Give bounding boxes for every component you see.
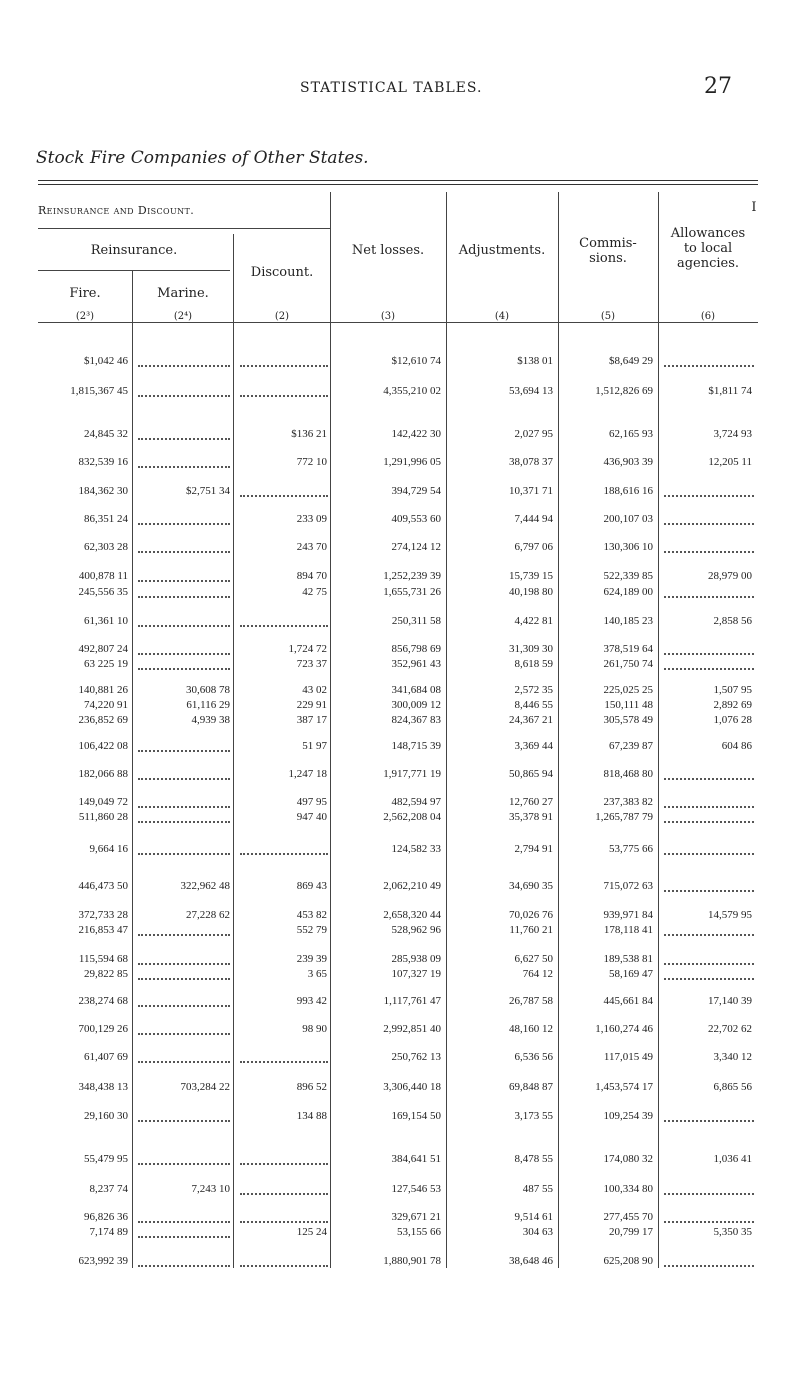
cell-allowances: 1,036 41	[713, 1153, 752, 1165]
leader-dots	[138, 523, 230, 525]
cell-fire: 74,220 91	[84, 699, 128, 711]
cell-discount: 3 65	[307, 968, 327, 980]
cell-commissions: 117,015 49	[603, 1051, 653, 1063]
cell-fire: 372,733 28	[78, 909, 128, 921]
cell-marine: 4,939 38	[191, 714, 230, 726]
column-rule	[446, 192, 447, 1268]
cell-fire: 24,845 32	[84, 428, 128, 440]
cell-net-losses: 1,917,771 19	[383, 768, 441, 780]
cell-discount: 125 24	[296, 1226, 327, 1238]
header-net-losses: Net losses.	[351, 243, 425, 258]
cell-commissions: 188,616 16	[603, 485, 653, 497]
cell-net-losses: 274,124 12	[391, 541, 441, 553]
cell-discount: 1,247 18	[288, 768, 327, 780]
header-reinsurance-and-discount: Reinsurance and Discount.	[38, 204, 195, 217]
cell-adjustments: 50,865 94	[509, 768, 553, 780]
cell-fire: 61,361 10	[84, 615, 128, 627]
cell-commissions: 174,080 32	[603, 1153, 653, 1165]
page-number: 27	[704, 74, 732, 99]
cell-net-losses: 1,252,239 39	[383, 570, 441, 582]
cell-fire: 238,274 68	[78, 995, 128, 1007]
leader-dots	[664, 778, 754, 780]
leader-dots	[240, 1163, 328, 1165]
cell-fire: 86,351 24	[84, 513, 128, 525]
cell-commissions: 130,306 10	[603, 541, 653, 553]
cell-commissions: 1,453,574 17	[595, 1081, 653, 1093]
cell-discount: 1,724 72	[288, 643, 327, 655]
leader-dots	[138, 778, 230, 780]
leader-dots	[138, 596, 230, 598]
leader-dots	[138, 1236, 230, 1238]
leader-dots	[664, 365, 754, 367]
cell-commissions: 237,383 82	[603, 796, 653, 808]
cell-commissions: 62,165 93	[609, 428, 653, 440]
cell-net-losses: 856,798 69	[391, 643, 441, 655]
cell-fire: 216,853 47	[78, 924, 128, 936]
cell-net-losses: 3,306,440 18	[383, 1081, 441, 1093]
cell-commissions: 178,118 41	[603, 924, 653, 936]
cell-net-losses: 300,009 12	[391, 699, 441, 711]
cell-fire: 63 225 19	[84, 658, 128, 670]
cell-adjustments: 8,618 59	[514, 658, 553, 670]
leader-dots	[138, 466, 230, 468]
cell-allowances: 2,892 69	[713, 699, 752, 711]
cell-commissions: 305,578 49	[603, 714, 653, 726]
cell-adjustments: 53,694 13	[509, 385, 553, 397]
cell-marine: 322,962 48	[180, 880, 230, 892]
leader-dots	[664, 806, 754, 808]
column-rule	[132, 270, 133, 1268]
cell-commissions: 1,160,274 46	[595, 1023, 653, 1035]
top-rule	[38, 180, 758, 181]
cell-fire: 700,129 26	[78, 1023, 128, 1035]
cell-discount: $136 21	[291, 428, 327, 440]
cell-net-losses: 124,582 33	[391, 843, 441, 855]
cell-fire: 115,594 68	[78, 953, 128, 965]
cell-net-losses: 2,062,210 49	[383, 880, 441, 892]
col-num-adjustments: (4)	[494, 311, 510, 322]
cell-discount: 552 79	[296, 924, 327, 936]
cell-net-losses: $12,610 74	[391, 355, 441, 367]
leader-dots	[664, 1221, 754, 1223]
cell-net-losses: 169,154 50	[391, 1110, 441, 1122]
cell-discount: 239 39	[296, 953, 327, 965]
cell-allowances: 6,865 56	[713, 1081, 752, 1093]
cell-commissions: 818,468 80	[603, 768, 653, 780]
leader-dots	[240, 625, 328, 627]
cell-net-losses: 1,655,731 26	[383, 586, 441, 598]
cell-fire: 61,407 69	[84, 1051, 128, 1063]
cell-discount: 869 43	[296, 880, 327, 892]
cell-discount: 894 70	[296, 570, 327, 582]
cell-adjustments: 38,078 37	[509, 456, 553, 468]
cell-marine: 7,243 10	[191, 1183, 230, 1195]
cell-discount: 229 91	[296, 699, 327, 711]
running-title: STATISTICAL TABLES.	[300, 80, 483, 96]
cell-adjustments: 7,444 94	[514, 513, 553, 525]
leader-dots	[138, 1120, 230, 1122]
cell-net-losses: 482,594 97	[391, 796, 441, 808]
cell-adjustments: 764 12	[522, 968, 553, 980]
cell-discount: 134 88	[296, 1110, 327, 1122]
cell-adjustments: 9,514 61	[514, 1211, 553, 1223]
cell-adjustments: 304 63	[522, 1226, 553, 1238]
cell-discount: 993 42	[296, 995, 327, 1007]
cell-allowances: 604 86	[721, 740, 752, 752]
cell-allowances: 1,507 95	[713, 684, 752, 696]
cell-discount: 723 37	[296, 658, 327, 670]
cell-fire: 55,479 95	[84, 1153, 128, 1165]
cell-fire: 9,664 16	[89, 843, 128, 855]
cell-allowances: 22,702 62	[708, 1023, 752, 1035]
cell-net-losses: 1,291,996 05	[383, 456, 441, 468]
header-rule	[38, 322, 758, 323]
cell-commissions: 939,971 84	[603, 909, 653, 921]
leader-dots	[664, 523, 754, 525]
leader-dots	[138, 853, 230, 855]
leader-dots	[664, 596, 754, 598]
header-rule	[38, 228, 330, 229]
cell-fire: 182,066 88	[78, 768, 128, 780]
leader-dots	[138, 806, 230, 808]
cell-net-losses: 1,117,761 47	[383, 995, 441, 1007]
col-num-commissions: (5)	[600, 311, 616, 322]
leader-dots	[240, 365, 328, 367]
cell-commissions: 67,239 87	[609, 740, 653, 752]
leader-dots	[240, 1061, 328, 1063]
cell-discount: 243 70	[296, 541, 327, 553]
cell-adjustments: 26,787 58	[509, 995, 553, 1007]
cell-adjustments: 6,536 56	[514, 1051, 553, 1063]
cell-commissions: 445,661 84	[603, 995, 653, 1007]
leader-dots	[664, 853, 754, 855]
leader-dots	[240, 1193, 328, 1195]
cell-commissions: 58,169 47	[609, 968, 653, 980]
cell-discount: 387 17	[296, 714, 327, 726]
cell-adjustments: 6,797 06	[514, 541, 553, 553]
cell-discount: 772 10	[296, 456, 327, 468]
leader-dots	[664, 551, 754, 553]
cell-allowances: 1,076 28	[713, 714, 752, 726]
cell-commissions: 200,107 03	[603, 513, 653, 525]
cell-adjustments: $138 01	[517, 355, 553, 367]
cell-marine: $2,751 34	[186, 485, 230, 497]
cell-fire: 492,807 24	[78, 643, 128, 655]
cell-adjustments: 2,572 35	[514, 684, 553, 696]
cell-fire: 245,556 35	[78, 586, 128, 598]
leader-dots	[138, 1033, 230, 1035]
cell-adjustments: 10,371 71	[509, 485, 553, 497]
header-commissions: Commis- sions.	[579, 236, 637, 266]
cell-fire: 8,237 74	[89, 1183, 128, 1195]
cell-fire: 236,852 69	[78, 714, 128, 726]
leader-dots	[664, 1193, 754, 1195]
cell-adjustments: 15,739 15	[509, 570, 553, 582]
cell-allowances: 17,140 39	[708, 995, 752, 1007]
cell-fire: 29,822 85	[84, 968, 128, 980]
leader-dots	[138, 934, 230, 936]
header-reinsurance: Reinsurance.	[90, 243, 178, 258]
cell-adjustments: 31,309 30	[509, 643, 553, 655]
cell-net-losses: 2,658,320 44	[383, 909, 441, 921]
cell-net-losses: 528,962 96	[391, 924, 441, 936]
cell-commissions: 225,025 25	[603, 684, 653, 696]
cell-adjustments: 2,794 91	[514, 843, 553, 855]
leader-dots	[138, 653, 230, 655]
col-num-discount: (2)	[274, 311, 290, 322]
cell-fire: 140,881 26	[78, 684, 128, 696]
header-allowances: Allowances to local agencies.	[670, 226, 746, 271]
cell-marine: 703,284 22	[180, 1081, 230, 1093]
cell-adjustments: 70,026 76	[509, 909, 553, 921]
cell-fire: 149,049 72	[78, 796, 128, 808]
leader-dots	[664, 934, 754, 936]
col-num-fire: (2³)	[75, 311, 95, 322]
header-fire: Fire.	[69, 286, 101, 301]
col-num-marine: (2⁴)	[173, 311, 193, 322]
cell-adjustments: 12,760 27	[509, 796, 553, 808]
cell-commissions: 625,208 90	[603, 1255, 653, 1267]
cell-net-losses: 409,553 60	[391, 513, 441, 525]
cell-net-losses: 142,422 30	[391, 428, 441, 440]
leader-dots	[138, 1265, 230, 1267]
cell-commissions: 20,799 17	[609, 1226, 653, 1238]
leader-dots	[664, 495, 754, 497]
cell-commissions: 522,339 85	[603, 570, 653, 582]
header-marine: Marine.	[157, 286, 209, 301]
cell-discount: 896 52	[296, 1081, 327, 1093]
leader-dots	[664, 963, 754, 965]
cell-net-losses: 250,311 58	[391, 615, 441, 627]
leader-dots	[138, 1061, 230, 1063]
cell-fire: 511,860 28	[78, 811, 128, 823]
cell-adjustments: 4,422 81	[514, 615, 553, 627]
cell-net-losses: 384,641 51	[391, 1153, 441, 1165]
leader-dots	[664, 890, 754, 892]
cell-net-losses: 352,961 43	[391, 658, 441, 670]
cell-discount: 51 97	[302, 740, 327, 752]
leader-dots	[664, 1120, 754, 1122]
cell-commissions: 100,334 80	[603, 1183, 653, 1195]
cell-fire: 96,826 36	[84, 1211, 128, 1223]
column-rule	[658, 192, 659, 1268]
cell-net-losses: 285,938 09	[391, 953, 441, 965]
cell-commissions: $8,649 29	[609, 355, 653, 367]
cell-net-losses: 329,671 21	[391, 1211, 441, 1223]
cell-net-losses: 148,715 39	[391, 740, 441, 752]
leader-dots	[138, 1005, 230, 1007]
cell-adjustments: 3,173 55	[514, 1110, 553, 1122]
cell-commissions: 624,189 00	[603, 586, 653, 598]
cell-adjustments: 24,367 21	[509, 714, 553, 726]
cell-adjustments: 8,446 55	[514, 699, 553, 711]
cell-discount: 42 75	[302, 586, 327, 598]
cell-fire: 7,174 89	[89, 1226, 128, 1238]
leader-dots	[138, 438, 230, 440]
cell-commissions: 189,538 81	[603, 953, 653, 965]
col-num-allowances: (6)	[700, 311, 716, 322]
leader-dots	[664, 668, 754, 670]
cell-fire: 29,160 30	[84, 1110, 128, 1122]
leader-dots	[240, 1265, 328, 1267]
cell-net-losses: 824,367 83	[391, 714, 441, 726]
cell-net-losses: 2,562,208 04	[383, 811, 441, 823]
header-discount: Discount.	[250, 265, 314, 280]
cell-adjustments: 40,198 80	[509, 586, 553, 598]
cell-allowances: $1,811 74	[708, 385, 752, 397]
leader-dots	[664, 821, 754, 823]
cell-allowances: 14,579 95	[708, 909, 752, 921]
cell-discount: 43 02	[302, 684, 327, 696]
cell-marine: 30,608 78	[186, 684, 230, 696]
cell-commissions: 715,072 63	[603, 880, 653, 892]
leader-dots	[138, 963, 230, 965]
cell-commissions: 378,519 64	[603, 643, 653, 655]
cell-adjustments: 8,478 55	[514, 1153, 553, 1165]
cell-fire: 348,438 13	[78, 1081, 128, 1093]
corner-mark: I	[751, 200, 757, 215]
cell-fire: 106,422 08	[78, 740, 128, 752]
cell-commissions: 277,455 70	[603, 1211, 653, 1223]
cell-commissions: 109,254 39	[603, 1110, 653, 1122]
cell-adjustments: 34,690 35	[509, 880, 553, 892]
cell-commissions: 140,185 23	[603, 615, 653, 627]
leader-dots	[664, 978, 754, 980]
cell-adjustments: 487 55	[522, 1183, 553, 1195]
cell-allowances: 2,858 56	[713, 615, 752, 627]
leader-dots	[664, 1265, 754, 1267]
cell-fire: 62,303 28	[84, 541, 128, 553]
cell-net-losses: 2,992,851 40	[383, 1023, 441, 1035]
cell-discount: 453 82	[296, 909, 327, 921]
cell-adjustments: 6,627 50	[514, 953, 553, 965]
leader-dots	[138, 1221, 230, 1223]
leader-dots	[138, 580, 230, 582]
column-rule	[330, 192, 331, 1268]
cell-adjustments: 3,369 44	[514, 740, 553, 752]
leader-dots	[138, 625, 230, 627]
cell-fire: 1,815,367 45	[70, 385, 128, 397]
cell-allowances: 5,350 35	[713, 1226, 752, 1238]
cell-fire: 623,992 39	[78, 1255, 128, 1267]
leader-dots	[138, 365, 230, 367]
leader-dots	[138, 551, 230, 553]
cell-adjustments: 35,378 91	[509, 811, 553, 823]
cell-net-losses: 250,762 13	[391, 1051, 441, 1063]
leader-dots	[138, 1163, 230, 1165]
cell-fire: 184,362 30	[78, 485, 128, 497]
cell-adjustments: 11,760 21	[509, 924, 553, 936]
leader-dots	[664, 653, 754, 655]
cell-discount: 947 40	[296, 811, 327, 823]
leader-dots	[240, 1221, 328, 1223]
cell-commissions: 1,265,787 79	[595, 811, 653, 823]
cell-commissions: 436,903 39	[603, 456, 653, 468]
cell-net-losses: 1,880,901 78	[383, 1255, 441, 1267]
cell-discount: 497 95	[296, 796, 327, 808]
cell-net-losses: 107,327 19	[391, 968, 441, 980]
cell-commissions: 261,750 74	[603, 658, 653, 670]
cell-fire: 446,473 50	[78, 880, 128, 892]
leader-dots	[138, 750, 230, 752]
cell-commissions: 1,512,826 69	[595, 385, 653, 397]
leader-dots	[240, 495, 328, 497]
cell-allowances: 3,340 12	[713, 1051, 752, 1063]
col-num-net-losses: (3)	[380, 311, 396, 322]
leader-dots	[138, 821, 230, 823]
table-subtitle: Stock Fire Companies of Other States.	[36, 148, 369, 168]
cell-allowances: 28,979 00	[708, 570, 752, 582]
top-rule-2	[38, 184, 758, 185]
cell-marine: 61,116 29	[186, 699, 230, 711]
leader-dots	[138, 668, 230, 670]
cell-adjustments: 2,027 95	[514, 428, 553, 440]
cell-discount: 233 09	[296, 513, 327, 525]
cell-discount: 98 90	[302, 1023, 327, 1035]
cell-net-losses: 394,729 54	[391, 485, 441, 497]
cell-net-losses: 341,684 08	[391, 684, 441, 696]
cell-adjustments: 38,648 46	[509, 1255, 553, 1267]
cell-net-losses: 4,355,210 02	[383, 385, 441, 397]
header-rule	[38, 270, 230, 271]
leader-dots	[240, 395, 328, 397]
cell-marine: 27,228 62	[186, 909, 230, 921]
header-adjustments: Adjustments.	[458, 243, 546, 258]
leader-dots	[138, 395, 230, 397]
cell-commissions: 53,775 66	[609, 843, 653, 855]
cell-fire: $1,042 46	[84, 355, 128, 367]
cell-net-losses: 53,155 66	[397, 1226, 441, 1238]
cell-commissions: 150,111 48	[604, 699, 653, 711]
cell-allowances: 3,724 93	[713, 428, 752, 440]
cell-adjustments: 69,848 87	[509, 1081, 553, 1093]
cell-adjustments: 48,160 12	[509, 1023, 553, 1035]
cell-net-losses: 127,546 53	[391, 1183, 441, 1195]
leader-dots	[240, 853, 328, 855]
cell-allowances: 12,205 11	[708, 456, 752, 468]
column-rule	[558, 192, 559, 1268]
leader-dots	[138, 978, 230, 980]
cell-fire: 832,539 16	[78, 456, 128, 468]
cell-fire: 400,878 11	[78, 570, 128, 582]
